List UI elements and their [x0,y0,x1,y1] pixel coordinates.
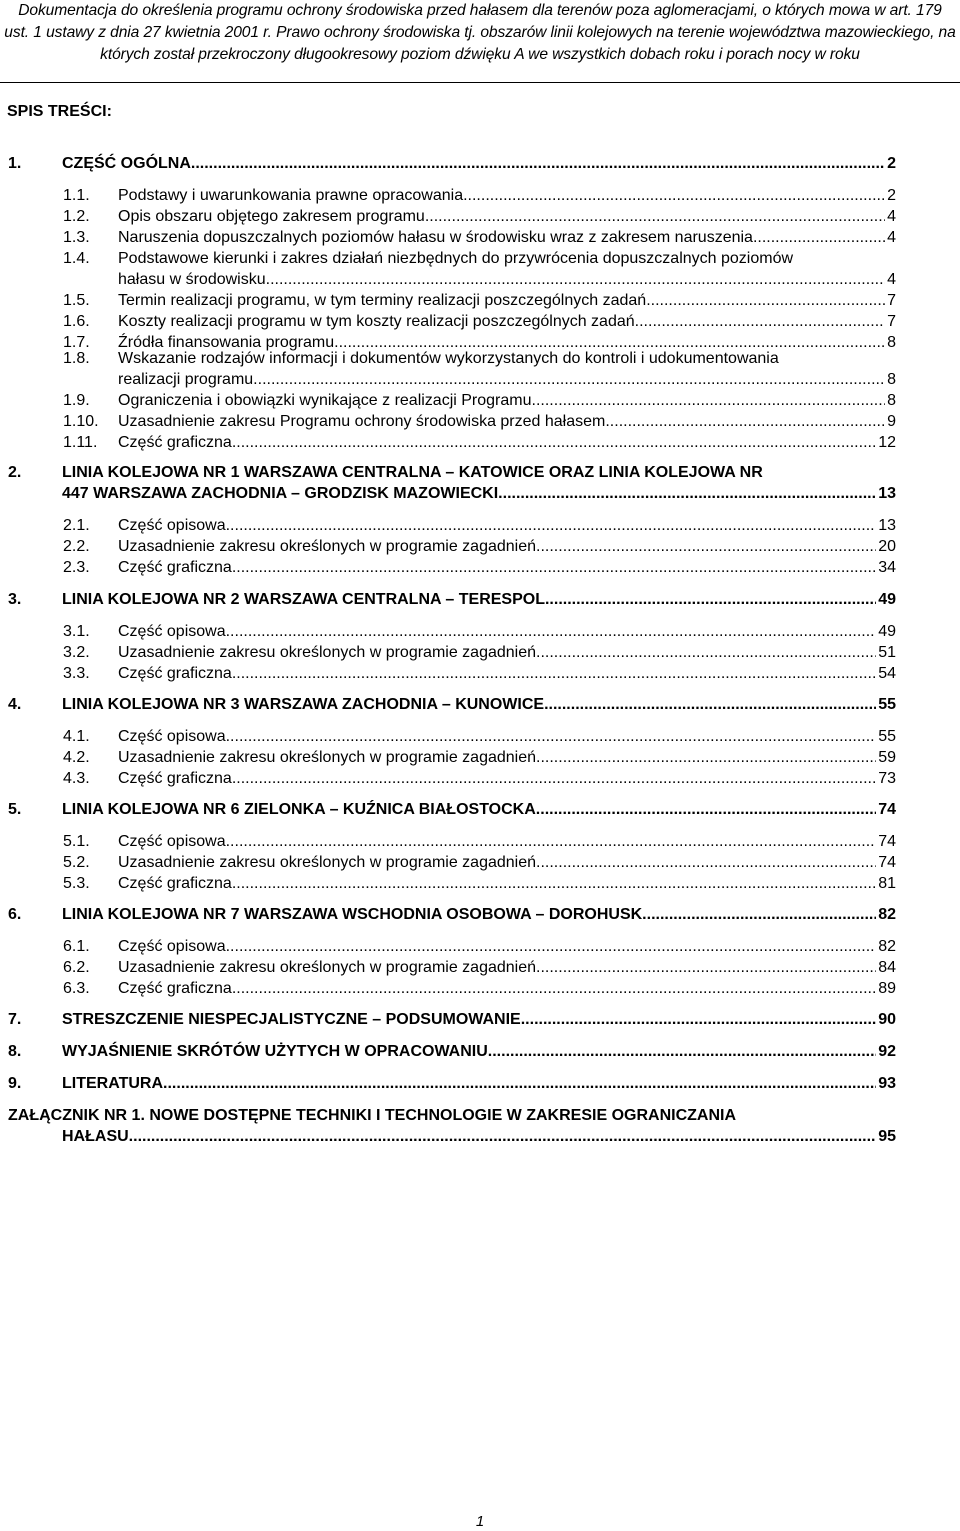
toc-leader-dots [232,873,876,894]
toc-section-entry[interactable] [63,747,896,768]
toc-leader-dots [635,311,885,332]
toc-entry-number: 4. [8,696,22,713]
toc-entry-page: 51 [878,644,896,661]
toc-entry-title: Wskazanie rodzajów informacji i dokumentów wykorzystanych do kontroli i udokumentowania [118,350,779,367]
toc-entry-title: Część graficzna [118,980,232,997]
toc-entry-number: 1.11. [63,434,98,451]
toc-chapter-entry[interactable] [8,153,896,174]
toc-leader-dots [544,694,876,715]
toc-entry-page: 55 [878,728,896,745]
toc-leader-dots [488,1041,876,1062]
toc-entry-continuation[interactable] [118,269,896,290]
toc-entry-number: 4.3. [63,770,90,787]
toc-entry-number: 6.1. [63,938,90,955]
toc-leader-dots [536,536,876,557]
toc-entry-number: 1.5. [63,292,90,309]
toc-entry-page: 8 [887,334,896,351]
toc-entry-title: LINIA KOLEJOWA NR 7 WARSZAWA WSCHODNIA OSOBOWA – DOROHUSK [62,906,643,923]
toc-leader-dots [646,290,885,311]
toc-entry-page: 74 [878,801,896,818]
toc-entry-number: 1.8. [63,350,90,367]
toc-entry-title: Uzasadnienie zakresu określonych w programie zagadnień [118,959,537,976]
toc-section-entry[interactable] [63,663,896,684]
toc-entry-title: Termin realizacji programu, w tym terminy realizacji poszczególnych zadań [118,292,647,309]
toc-entry-title: ZAŁĄCZNIK NR 1. NOWE DOSTĘPNE TECHNIKI I TECHNOLOGIE W ZAKRESIE OGRANICZANIA [8,1107,737,1124]
toc-entry-title: Uzasadnienie zakresu określonych w programie zagadnień [118,854,537,871]
toc-chapter-entry[interactable] [8,799,896,820]
toc-leader-dots [536,799,876,820]
toc-section-entry[interactable] [63,831,896,852]
toc-chapter-entry[interactable] [8,1073,896,1094]
toc-entry-number: 1.4. [63,250,90,267]
toc-entry-number: 5.1. [63,833,90,850]
toc-entry-title: Część opisowa [118,623,226,640]
toc-section-entry[interactable] [63,957,896,978]
toc-leader-dots [536,747,876,768]
toc-entry-number: 3.2. [63,644,90,661]
toc-entry-page: 8 [887,371,896,388]
toc-entry-number: 1.10. [63,413,99,430]
toc-entry-title: Część graficzna [118,434,232,451]
toc-entry-number: 8. [8,1043,22,1060]
toc-leader-dots [425,206,885,227]
toc-entry-page: 4 [887,271,896,288]
toc-leader-dots [545,589,876,610]
toc-entry-number: 1.9. [63,392,90,409]
toc-section-entry[interactable] [63,290,896,311]
toc-entry-page: 7 [887,292,896,309]
toc-section-entry[interactable] [63,621,896,642]
toc-entry-title: LITERATURA [62,1075,164,1092]
toc-entry-number: 2.1. [63,517,90,534]
toc-chapter-entry[interactable] [8,694,896,715]
toc-entry-title: Część graficzna [118,875,232,892]
toc-entry-title: Podstawy i uwarunkowania prawne opracowania [118,187,464,204]
toc-entry-number: 1.2. [63,208,90,225]
toc-section-entry[interactable] [63,348,896,369]
toc-entry-page: 82 [878,938,896,955]
toc-leader-dots [532,390,886,411]
toc-section-entry[interactable] [63,411,896,432]
toc-leader-dots [266,269,885,290]
toc-leader-dots [463,185,885,206]
toc-entry-page: 82 [878,906,896,923]
header-text: Dokumentacja do określenia programu ochrony środowiska przed hałasem dla terenów poza aglomeracjami, o których mowa w art. 179 ust. 1 ustawy z dnia 27 kwietnia 2001 r. Prawo ochrony środowiska tj. obszarów linii kolejowych na terenie województwa mazowieckiego, na których został przekroczony długookresowy poziom dźwięku A we wszystkich dobach roku i porach nocy w roku [4,2,956,63]
toc-chapter-entry[interactable] [8,1041,896,1062]
toc-entry-number: 3.3. [63,665,90,682]
toc-entry-number: 9. [8,1075,22,1092]
toc-entry-page: 9 [887,413,896,430]
toc-entry-page: 59 [878,749,896,766]
toc-entry-title: Część opisowa [118,728,226,745]
toc-leader-dots [536,852,876,873]
toc-entry-page: 95 [878,1128,896,1145]
toc-entry-page: 20 [878,538,896,555]
toc-leader-dots [226,936,877,957]
toc-leader-dots [642,904,876,925]
toc-section-entry[interactable] [63,515,896,536]
toc-chapter-entry[interactable] [8,462,896,483]
toc-leader-dots [753,227,885,248]
toc-leader-dots [226,515,877,536]
toc-section-entry[interactable] [63,248,896,269]
toc-section-entry[interactable] [63,936,896,957]
toc-entry-title: Źródła finansowania programu [118,334,335,351]
toc-entry-title-continued: HAŁASU [62,1128,129,1145]
toc-entry-title: Uzasadnienie zakresu określonych w programie zagadnień [118,538,537,555]
toc-entry-page: 12 [878,434,896,451]
toc-leader-dots [253,369,885,390]
toc-chapter-entry[interactable] [8,1105,896,1126]
toc-entry-title: LINIA KOLEJOWA NR 3 WARSZAWA ZACHODNIA – KUNOWICE [62,696,545,713]
toc-entry-page: 81 [878,875,896,892]
toc-section-entry[interactable] [63,768,896,789]
toc-leader-dots [191,153,885,174]
toc-section-entry[interactable] [63,557,896,578]
toc-leader-dots [226,831,877,852]
page-number: 1 [475,1513,485,1530]
toc-entry-page: 4 [887,229,896,246]
toc-entry-title: CZĘŚĆ OGÓLNA [62,155,191,172]
toc-section-entry[interactable] [63,726,896,747]
toc-entry-title: Uzasadnienie zakresu określonych w programie zagadnień [118,749,537,766]
toc-entry-title: Część opisowa [118,833,226,850]
toc-section-entry[interactable] [63,206,896,227]
toc-section-entry[interactable] [63,642,896,663]
toc-entry-number: 1.3. [63,229,90,246]
toc-section-entry[interactable] [63,432,896,453]
toc-entry-number: 5.3. [63,875,90,892]
toc-entry-page: 84 [878,959,896,976]
toc-leader-dots [232,557,876,578]
toc-entry-title: Część opisowa [118,938,226,955]
toc-entry-title: Część graficzna [118,770,232,787]
toc-heading: SPIS TREŚCI: [7,103,112,120]
toc-entry-title: Uzasadnienie zakresu określonych w programie zagadnień [118,644,537,661]
toc-entry-continuation[interactable] [62,483,896,504]
toc-leader-dots [232,768,876,789]
toc-entry-page: 55 [878,696,896,713]
toc-entry-title: Ograniczenia i obowiązki wynikające z realizacji Programu [118,392,532,409]
toc-section-entry[interactable] [63,873,896,894]
toc-entry-page: 54 [878,665,896,682]
toc-leader-dots [163,1073,876,1094]
toc-leader-dots [536,642,876,663]
toc-leader-dots [536,957,876,978]
toc-entry-page: 90 [878,1011,896,1028]
toc-entry-title: WYJAŚNIENIE SKRÓTÓW UŻYTYCH W OPRACOWANIU [62,1043,488,1060]
toc-entry-number: 1.1. [63,187,90,204]
toc-entry-number: 2.3. [63,559,90,576]
toc-entry-page: 7 [887,313,896,330]
toc-entry-title: Opis obszaru objętego zakresem programu [118,208,425,225]
toc-leader-dots [232,978,876,999]
toc-entry-page: 73 [878,770,896,787]
toc-entry-title: Uzasadnienie zakresu Programu ochrony środowiska przed hałasem [118,413,606,430]
toc-entry-page: 92 [878,1043,896,1060]
toc-entry-title: Podstawowe kierunki i zakres działań niezbędnych do przywrócenia dopuszczalnych poziomów [118,250,794,267]
toc-entry-page: 13 [878,517,896,534]
toc-entry-number: 3.1. [63,623,90,640]
toc-entry-number: 4.2. [63,749,90,766]
toc-entry-page: 74 [878,854,896,871]
toc-leader-dots [605,411,885,432]
toc-entry-page: 13 [878,485,896,502]
toc-leader-dots [232,663,876,684]
toc-entry-title: Część graficzna [118,665,232,682]
toc-entry-number: 5.2. [63,854,90,871]
toc-entry-page: 2 [887,155,896,172]
toc-section-entry[interactable] [63,978,896,999]
toc-entry-number: 7. [8,1011,22,1028]
toc-entry-page: 49 [878,591,896,608]
toc-entry-title: LINIA KOLEJOWA NR 6 ZIELONKA – KUŹNICA BIAŁOSTOCKA [62,801,536,818]
toc-entry-title: Naruszenia dopuszczalnych poziomów hałasu w środowisku wraz z zakresem naruszenia [118,229,753,246]
toc-entry-page: 2 [887,187,896,204]
toc-entry-title: Część opisowa [118,517,226,534]
toc-chapter-entry[interactable] [8,589,896,610]
toc-entry-continuation[interactable] [118,369,896,390]
toc-leader-dots [232,432,876,453]
toc-section-entry[interactable] [63,852,896,873]
toc-entry-continuation[interactable] [62,1126,896,1147]
toc-entry-number: 5. [8,801,22,818]
toc-entry-title: LINIA KOLEJOWA NR 2 WARSZAWA CENTRALNA – TERESPOL [62,591,545,608]
toc-chapter-entry[interactable] [8,904,896,925]
toc-entry-number: 6.3. [63,980,90,997]
toc-entry-title-continued: 447 WARSZAWA ZACHODNIA – GRODZISK MAZOWIECKI [62,485,499,502]
toc-entry-title: Część graficzna [118,559,232,576]
toc-entry-number: 6. [8,906,22,923]
toc-entry-page: 93 [878,1075,896,1092]
toc-entry-title: STRESZCZENIE NIESPECJALISTYCZNE – PODSUMOWANIE [62,1011,521,1028]
toc-leader-dots [498,483,876,504]
toc-section-entry[interactable] [63,311,896,332]
toc-section-entry[interactable] [63,185,896,206]
toc-entry-page: 49 [878,623,896,640]
toc-entry-title-continued: realizacji programu [118,371,254,388]
toc-entry-page: 34 [878,559,896,576]
toc-entry-title-continued: hałasu w środowisku [118,271,266,288]
toc-entry-number: 1.7. [63,334,90,351]
toc-entry-number: 4.1. [63,728,90,745]
toc-section-entry[interactable] [63,227,896,248]
toc-leader-dots [226,726,877,747]
toc-entry-number: 2.2. [63,538,90,555]
toc-entry-number: 1.6. [63,313,90,330]
toc-chapter-entry[interactable] [8,1009,896,1030]
toc-section-entry[interactable] [63,536,896,557]
toc-entry-page: 8 [887,392,896,409]
toc-entry-title: LINIA KOLEJOWA NR 1 WARSZAWA CENTRALNA – KATOWICE ORAZ LINIA KOLEJOWA NR [62,464,763,481]
toc-entry-page: 4 [887,208,896,225]
toc-entry-number: 6.2. [63,959,90,976]
toc-leader-dots [226,621,877,642]
toc-leader-dots [521,1009,876,1030]
toc-entry-title: Koszty realizacji programu w tym koszty realizacji poszczególnych zadań [118,313,635,330]
toc-entry-number: 3. [8,591,22,608]
toc-section-entry[interactable] [63,390,896,411]
toc-entry-page: 74 [878,833,896,850]
toc-entry-number: 2. [8,464,22,481]
toc-leader-dots [129,1126,877,1147]
toc-entry-page: 89 [878,980,896,997]
toc-entry-number: 1. [8,155,22,172]
